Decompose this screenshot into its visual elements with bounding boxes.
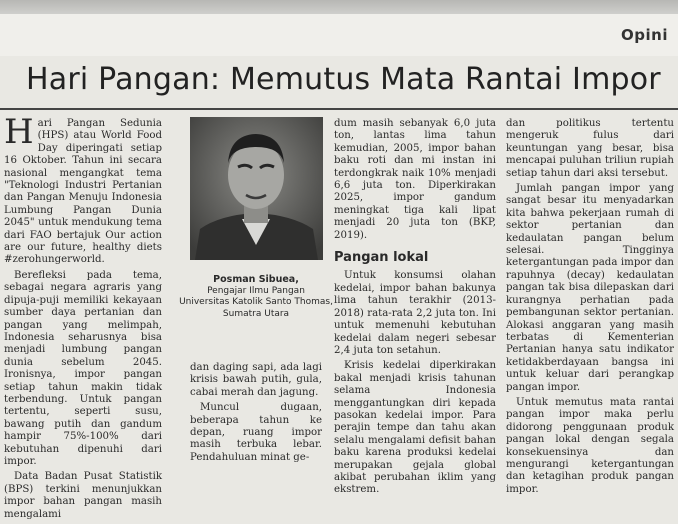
author-location: Sumatra Utara: [222, 308, 290, 319]
author-portrait-icon: [190, 117, 323, 260]
article-headline: Hari Pangan: Memutus Mata Rantai Impor: [26, 62, 661, 97]
drop-cap: H: [4, 112, 34, 152]
page-header: [0, 0, 678, 56]
paragraph: dan politikus tertentu mengeruk fulus dari keuntungan yang besar, bisa mencapai puluhan triliun rupiah setiap tahun dari aksi tersebut.: [506, 118, 674, 179]
author-role: Pengajar Ilmu Pangan: [207, 285, 305, 296]
subheading: Pangan lokal: [334, 250, 429, 266]
paragraph: Untuk memutus mata rantai pangan impor maka perlu didorong penggunaan produk pangan lokal dengan segala konsekuensinya dan mengurangi ketergantungan dan ketagihan produk pangan impor.: [506, 396, 674, 495]
section-label: Opini: [621, 26, 668, 44]
paragraph: Jumlah pangan impor yang sangat besar itu menyadarkan kita bahwa pekerjaan rumah di sektor pertanian dan kedaulatan pangan belum selesai. Tingginya ketergantungan pada impor dan rapuhnya (decay) kedaulatan pangan tak bisa dilepaskan dari kurangnya perhatian pada pembangunan sektor pertanian. Alokasi anggaran yang masih terbatas di Kementerian Pertanian hanya satu indikator ketidakberdayaan bangsa ini untuk keluar dari perangkap pangan impor.: [506, 183, 674, 393]
article-column-3: [334, 118, 496, 500]
headline-divider: [0, 108, 678, 110]
author-name: Posman Sibuea,: [213, 274, 299, 285]
paragraph: dum masih sebanyak 6,0 juta ton, lantas lima tahun kemudian, 2005, impor bahan baku roti dan mi instan ini terdongkrak naik 10% menjadi 6,6 juta ton. Diperkirakan 2025, impor gandum meningkat tiga kali lipat menjadi 20 juta ton (BKP, 2019).: [334, 118, 496, 241]
paragraph: Data Badan Pusat Statistik (BPS) terkini menunjukkan impor bahan pangan masih mengalami: [4, 471, 162, 520]
paragraph: Muncul dugaan, beberapa tahun ke depan, ruang impor masih terbuka lebar. Pendahuluan minat ge-: [190, 402, 322, 463]
article-column-2: [190, 362, 322, 467]
author-photo: [190, 117, 323, 260]
header-rule: [0, 0, 678, 14]
article-column-4: [506, 118, 674, 499]
paragraph: Berefleksi pada tema, sebagai negara agraris yang dipuja-puji memiliki kekayaan sumber daya pertanian dan pangan yang melimpah, Indonesia seharusnya bisa menjadi lumbung pangan dunia sebelum 2045. Ironisnya, impor pangan setiap tahun makin tidak terbendung. Untuk pangan tertentu, seperti susu, bawang putih dan gandum hampir 75%-100% dari kebutuhan dipenuhi dari impor.: [4, 269, 162, 467]
article-column-1: [4, 112, 162, 524]
photo-caption: [176, 274, 336, 320]
paragraph: dan daging sapi, ada lagi krisis bawah putih, gula, cabai merah dan jagung.: [190, 362, 322, 398]
paragraph: Krisis kedelai diperkirakan bakal menjadi krisis tahunan selama Indonesia menggantungkan diri kepada pasokan kedelai impor. Para perajin tempe dan tahu akan selalu mengalami defisit bahan baku karena produksi kedelai merupakan gejala global akibat perubahan iklim yang ekstrem.: [334, 360, 496, 496]
paragraph: Untuk konsumsi olahan kedelai, impor bahan bakunya lima tahun terakhir (2013-2018) rata-rata 2,2 juta ton. Ini untuk memenuhi kebutuhan kedelai dalam negeri sebesar 2,4 juta ton setahun.: [334, 270, 496, 356]
paragraph: Hari Pangan Sedunia (HPS) atau World Food Day diperingati setiap 16 Oktober. Tahun ini secara nasional mengangkat tema "Teknologi Industri Pertanian dan Pangan Menuju Indonesia Lumbung Pangan Dunia 2045" untuk mendukung tema dari FAO bertajuk Our action are our future, healthy diets #zerohungerworld.: [4, 112, 162, 266]
author-affiliation: Universitas Katolik Santo Thomas,: [179, 297, 333, 307]
